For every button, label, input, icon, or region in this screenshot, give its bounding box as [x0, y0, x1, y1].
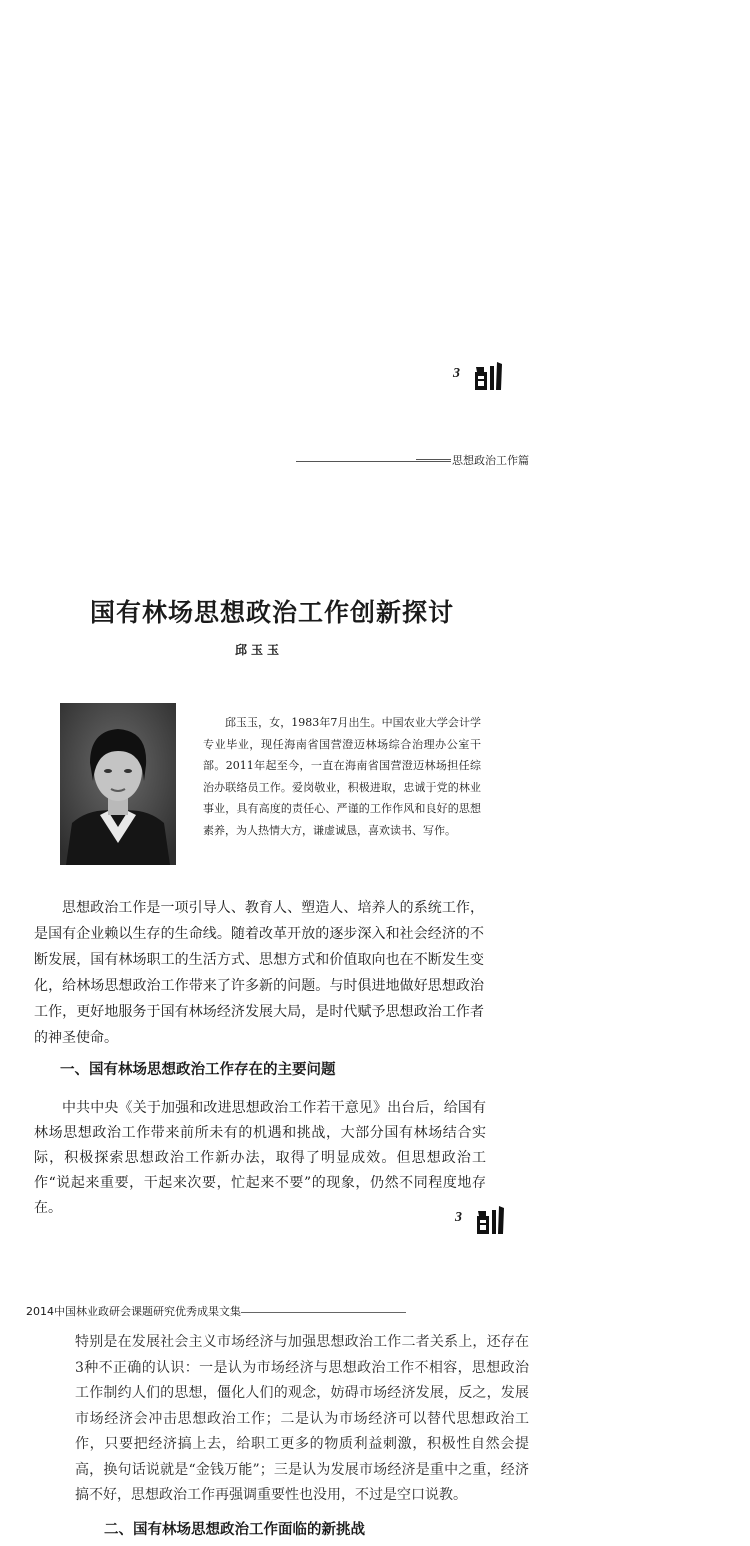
book-logo-icon-bottom [474, 1204, 508, 1238]
portrait-image [60, 703, 176, 865]
continuation-text: 特别是在发展社会主义市场经济与加强思想政治工作二者关系上，还存在3种不正确的认识：一是认为市场经济与思想政治工作不相容，思想政治工作制约人们的思想，僵化人们的观念，妨碍市场经济发展，反之，发展市场经济会冲击思想政治工作；二是认为市场经济可以替代思想政治工作，只要把经济搞上去，给职工更多的物质利益刺激，积极性自然会提高，换句话说就是“金钱万能”；三是认为发展市场经济是重中之重，经济搞不好，思想政治工作再强调重要性也没用，不过是空口说教。 [75, 1334, 529, 1503]
article-author: 邱玉玉 [235, 643, 284, 657]
page-number-bottom: 3 [455, 1210, 462, 1225]
page-number: 3 [453, 366, 460, 381]
intro-paragraph [34, 895, 484, 1051]
author-photo [60, 703, 176, 865]
author-bio-text: 邱玉玉，女，1983年7月出生。中国农业大学会计学专业毕业，现任海南省国营澄迈林场综合治理办公室干部。2011年起至今，一直在海南省国营澄迈林场担任综治办联络员工作。爱岗敬业，积极进取，忠诚于党的林业事业，具有高度的责任心、严谨的工作作风和良好的思想素养，为人热情大方，谦虚诚恳，喜欢读书、写作。 [203, 716, 481, 837]
section-header [296, 452, 530, 472]
header-rule [296, 461, 451, 462]
footer-rule [241, 1312, 406, 1313]
section1-paragraph [34, 1096, 486, 1221]
section2-heading: 二、国有林场思想政治工作面临的新挑战 [104, 1522, 365, 1538]
section-header-label: 思想政治工作篇 [452, 454, 529, 467]
header-rule-accent [416, 459, 451, 460]
section1-text: 中共中央《关于加强和改进思想政治工作若干意见》出台后，给国有林场思想政治工作带来前所未有的机遇和挑战，大部分国有林场结合实际，积极探索思想政治工作新办法，取得了明显成效。但思想政治工作“说起来重要，干起来次要，忙起来不要”的现象，仍然不同程度地存在。 [34, 1100, 486, 1216]
intro-text: 思想政治工作是一项引导人、教育人、塑造人、培养人的系统工作，是国有企业赖以生存的生命线。随着改革开放的逐步深入和社会经济的不断发展，国有林场职工的生活方式、思想方式和价值取向也在不断发生变化，给林场思想政治工作带来了许多新的问题。与时俱进地做好思想政治工作，更好地服务于国有林场经济发展大局，是时代赋予思想政治工作者的神圣使命。 [34, 900, 484, 1046]
article-title: 国有林场思想政治工作创新探讨 [90, 598, 455, 627]
book-footer-label: 2014中国林业政研会课题研究优秀成果文集 [26, 1305, 241, 1318]
continuation-paragraph [75, 1330, 529, 1509]
author-bio [203, 712, 481, 841]
book-logo-icon [472, 360, 506, 394]
section1-heading: 一、国有林场思想政治工作存在的主要问题 [60, 1062, 336, 1078]
book-footer [26, 1303, 386, 1323]
